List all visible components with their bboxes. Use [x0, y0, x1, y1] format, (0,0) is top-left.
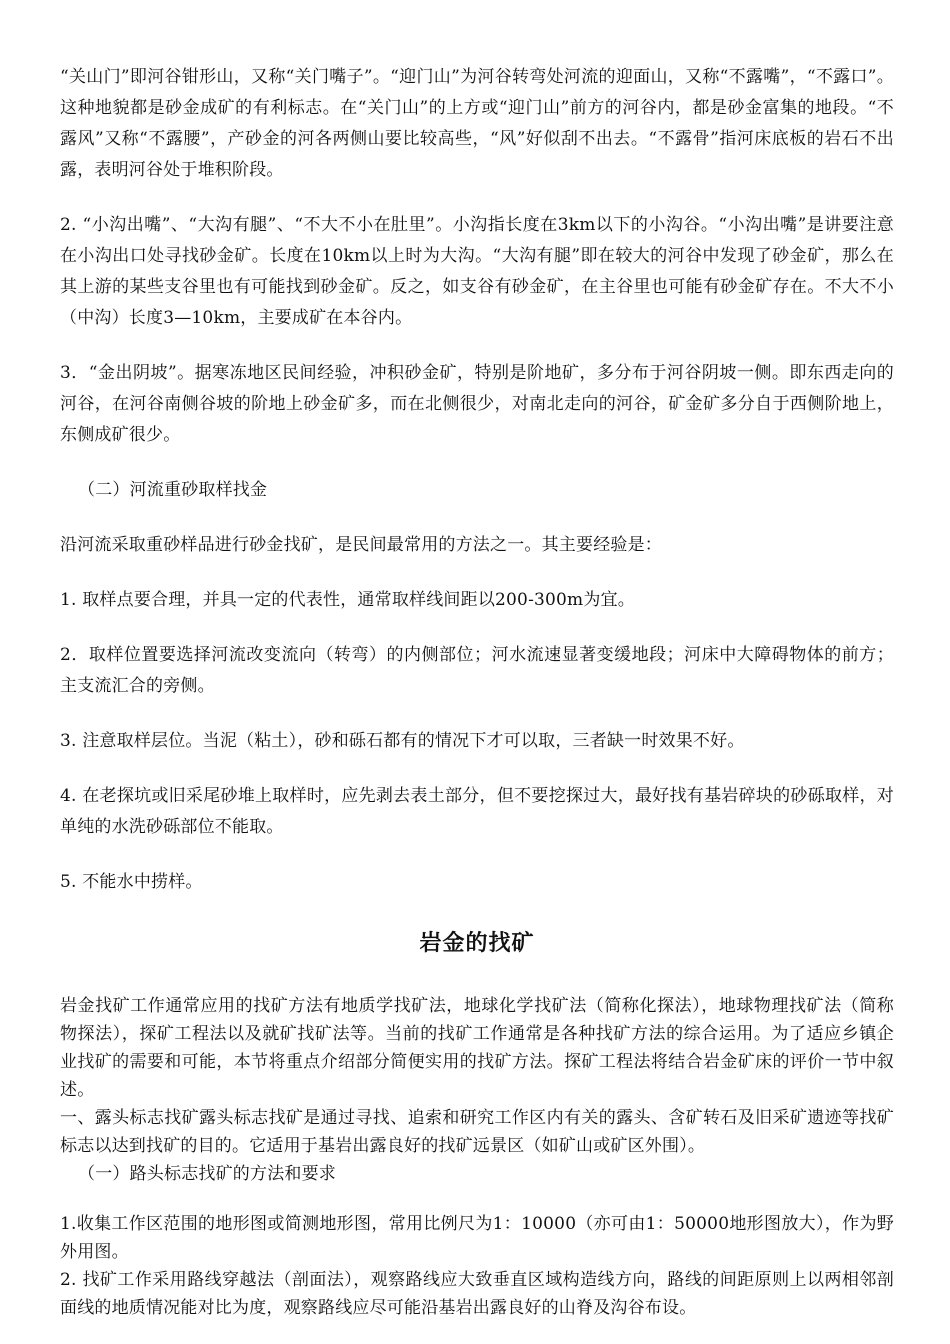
- outcrop-method-subheading: （一）路头标志找矿的方法和要求: [78, 1164, 336, 1184]
- sampling-item-3: 3. 注意取样层位。当泥（粘土），砂和砾石都有的情况下才可以取，三者缺一时效果不好。: [60, 731, 745, 751]
- sampling-item-5: 5. 不能水中捞样。: [60, 872, 203, 892]
- sampling-section-heading: （二）河流重砂取样找金: [78, 480, 268, 500]
- sampling-intro-paragraph: 沿河流采取重砂样品进行砂金找矿，是民间最常用的方法之一。其主要经验是：: [60, 535, 662, 555]
- shady-slope-paragraph: 3．“金出阴坡”。据寒冻地区民间经验，冲积砂金矿，特别是阶地矿，多分布于河谷阴坡一侧。即东西走向的河谷，在河谷南侧谷坡的阶地上砂金矿多，而在北侧很少，对南北走向的河谷，矿金矿多分自于西侧阶地上，东侧成矿很少。: [60, 363, 894, 445]
- sampling-item-1: 1. 取样点要合理，并具一定的代表性，通常取样线间距以200-300m为宜。: [60, 590, 635, 610]
- sampling-item-4: 4. 在老探坑或旧采尾砂堆上取样时，应先剥去表土部分，但不要挖探过大，最好找有基岩碎块的砂砾取样，对单纯的水洗砂砾部位不能取。: [60, 786, 894, 837]
- placer-landform-paragraph: “关山门”即河谷钳形山，又称“关门嘴子”。“迎门山”为河谷转弯处河流的迎面山，又称“不露嘴”，“不露口”。这种地貌都是砂金成矿的有利标志。在“关门山”的上方或“迎门山”前方的河谷内，都是砂金富集的地段。“不露风”又称“不露腰”，产砂金的河各两侧山要比较高些，“风”好似刮不出去。“不露骨”指河床底板的岩石不出露，表明河谷处于堆积阶段。: [60, 67, 894, 180]
- outcrop-indicator-paragraph: 一、露头标志找矿露头标志找矿是通过寻找、追索和研究工作区内有关的露头、含矿转石及旧采矿遗迹等找矿标志以达到找矿的目的。它适用于基岩出露良好的找矿远景区（如矿山或矿区外围）。: [60, 1108, 894, 1156]
- outcrop-item-1: 1.收集工作区范围的地形图或简测地形图，常用比例尺为1：10000（亦可由1：50000地形图放大），作为野外用图。: [60, 1214, 894, 1262]
- sampling-item-2: 2．取样位置要选择河流改变流向（转弯）的内侧部位；河水流速显著变缓地段；河床中大障碍物体的前方；主支流汇合的旁侧。: [60, 645, 894, 696]
- outcrop-item-2: 2. 找矿工作采用路线穿越法（剖面法），观察路线应大致垂直区域构造线方向，路线的间距原则上以两相邻剖面线的地质情况能对比为度，观察路线应尽可能沿基岩出露良好的山脊及沟谷布设。: [60, 1270, 894, 1318]
- rock-gold-section-title: 岩金的找矿: [419, 930, 535, 956]
- rock-gold-methods-paragraph: 岩金找矿工作通常应用的找矿方法有地质学找矿法，地球化学找矿法（简称化探法），地球物理找矿法（简称物探法），探矿工程法以及就矿找矿法等。当前的找矿工作通常是各种找矿方法的综合运用。为了适应乡镇企业找矿的需要和可能，本节将重点介绍部分简便实用的找矿方法。探矿工程法将结合岩金矿床的评价一节中叙述。: [60, 996, 894, 1100]
- small-gully-paragraph: 2. “小沟出嘴”、“大沟有腿”、“不大不小在肚里”。小沟指长度在3km以下的小沟谷。“小沟出嘴”是讲要注意在小沟出口处寻找砂金矿。长度在10km以上时为大沟。“大沟有腿”即在较大的河谷中发现了砂金矿，那么在其上游的某些支谷里也有可能找到砂金矿。反之，如支谷有砂金矿，在主谷里也可能有砂金矿存在。不大不小（中沟）长度3—10km，主要成矿在本谷内。: [60, 215, 894, 328]
